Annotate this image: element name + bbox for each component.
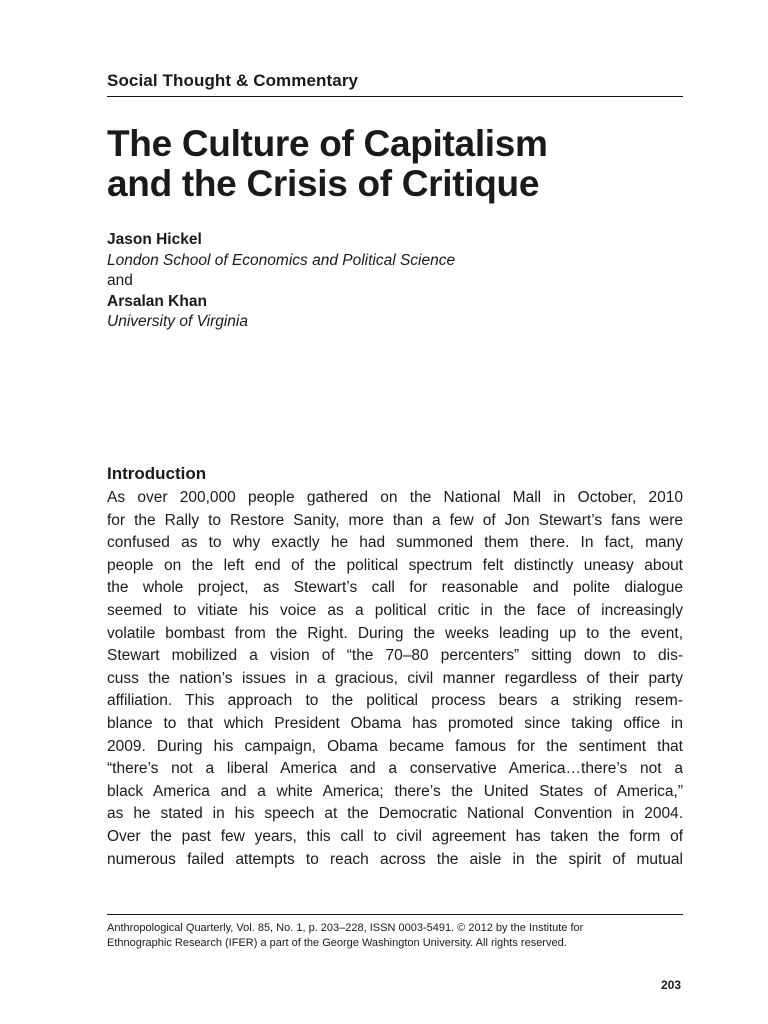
author-affiliation: London School of Economics and Political Science bbox=[107, 251, 456, 269]
paragraph-line: numerous failed attempts to reach across the aisle in the spirit of mutual bbox=[107, 850, 683, 868]
paragraph-line: the whole project, as Stewart’s call for reasonable and polite dialogue bbox=[107, 579, 683, 597]
author-joiner: and bbox=[107, 272, 133, 289]
article-title-line: and the Crisis of Critique bbox=[107, 163, 540, 204]
article-title-line: The Culture of Capitalism bbox=[107, 123, 548, 164]
section-rule bbox=[107, 96, 683, 97]
paragraph-line: As over 200,000 people gathered on the National Mall in October, 2010 bbox=[107, 489, 683, 506]
paragraph-line: seemed to vitiate his voice as a political critic in the face of increasingly bbox=[107, 601, 683, 619]
author-name: Jason Hickel bbox=[107, 231, 202, 248]
paragraph-line: Over the past few years, this call to civil agreement has taken the form of bbox=[107, 827, 683, 845]
paragraph-line: cuss the nation’s issues in a gracious, civil manner regardless of their party bbox=[107, 669, 683, 687]
paragraph-line: volatile bombast from the Right. During the weeks leading up to the event, bbox=[107, 624, 683, 642]
paragraph-line: 2009. During his campaign, Obama became famous for the sentiment that bbox=[107, 737, 683, 755]
paragraph-line: people on the left end of the political spectrum felt distinctly uneasy about bbox=[107, 556, 683, 574]
footnote-line: Ethnographic Research (IFER) a part of the George Washington University. All rights reserved. bbox=[107, 937, 567, 949]
journal-page bbox=[107, 0, 683, 1024]
paragraph-line: as he stated in his speech at the Democratic National Convention in 2004. bbox=[107, 805, 683, 823]
author-block bbox=[107, 230, 455, 333]
article-title bbox=[107, 124, 683, 204]
paragraph-line: affiliation. This approach to the political process bears a striking resem- bbox=[107, 692, 683, 710]
paragraph-line: black America and a white America; there’s the United States of America,” bbox=[107, 782, 683, 800]
section-heading-introduction: Introduction bbox=[107, 464, 207, 483]
citation-footnote bbox=[107, 921, 683, 951]
author-affiliation: University of Virginia bbox=[107, 313, 248, 330]
footnote-rule bbox=[107, 914, 683, 915]
paragraph-line: confused as to why exactly he had summoned them there. In fact, many bbox=[107, 534, 683, 552]
paragraph-line: blance to that which President Obama has promoted since taking office in bbox=[107, 714, 683, 732]
paragraph-line: “there’s not a liberal America and a conservative America…there’s not a bbox=[107, 760, 683, 778]
author-name: Arsalan Khan bbox=[107, 292, 207, 310]
paragraph-line: Stewart mobilized a vision of “the 70–80 percenters” sitting down to dis- bbox=[107, 647, 683, 665]
section-label: Social Thought & Commentary bbox=[107, 71, 359, 90]
footnote-line: Anthropological Quarterly, Vol. 85, No. 1, p. 203–228, ISSN 0003-5491. © 2012 by the Institute for bbox=[107, 922, 584, 934]
page-number: 203 bbox=[660, 978, 681, 992]
paragraph-line: for the Rally to Restore Sanity, more than a few of Jon Stewart’s fans were bbox=[107, 511, 683, 529]
introduction-paragraph bbox=[107, 487, 683, 871]
